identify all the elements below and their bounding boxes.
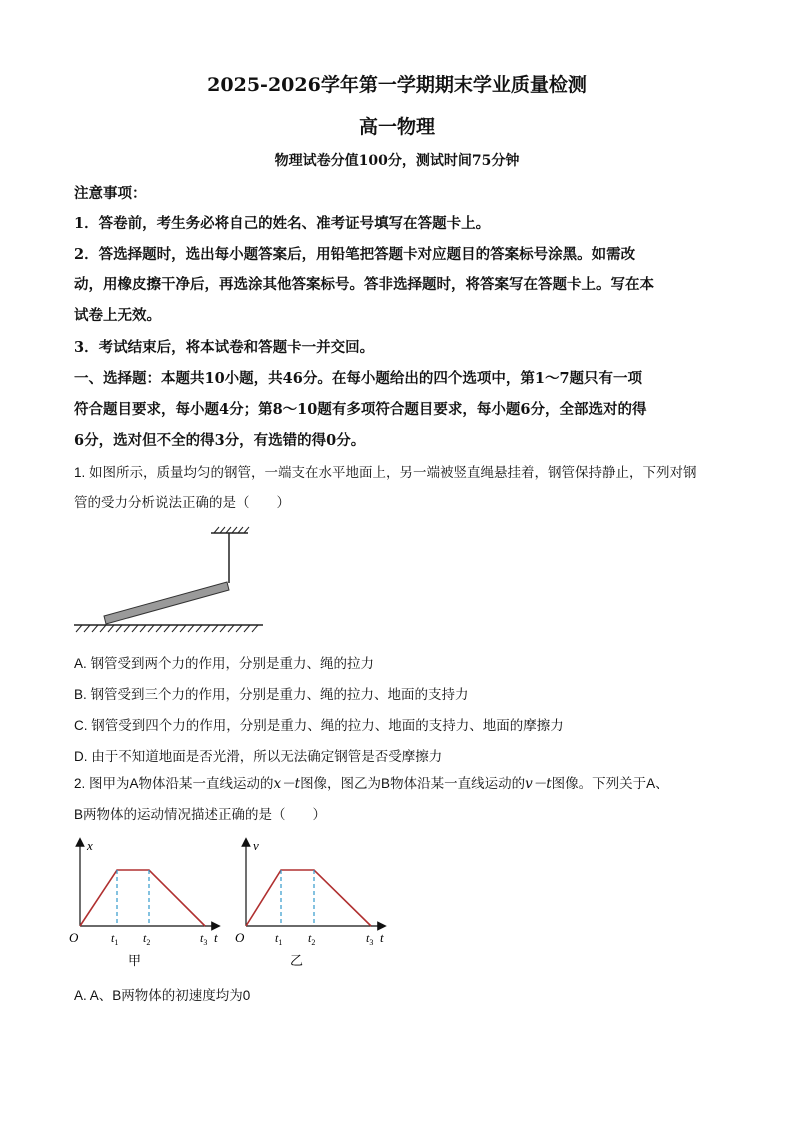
graph-yi-t2: $t_2$: [308, 931, 316, 947]
graph-jia-t1: $t_1$: [111, 931, 119, 947]
note-3: 3．考试结束后，将本试卷和答题卡一并交回。: [74, 339, 375, 356]
section1-line-1: 一、选择题：本题共10小题，共46分。在每小题给出的四个选项中，第1～7题只有一项: [74, 370, 643, 387]
q2-stem-pre: 2. 图甲为A物体沿某一直线运动的: [74, 776, 274, 791]
graph-jia-origin: O: [69, 930, 79, 945]
q1-stem-line-1: 1. 如图所示，质量均匀的钢管，一端支在水平地面上，另一端被竖直绳悬挂着，钢管保持静止，下列对钢: [74, 465, 697, 480]
graph-jia-t2: $t_2$: [143, 931, 151, 947]
notes-heading: 注意事项：: [74, 185, 147, 202]
q1-pipe-figure: [70, 524, 270, 636]
graph-jia-xlabel: t: [214, 930, 218, 945]
q2-stem-post: 图像。下列关于A、: [551, 776, 669, 791]
q2-stem-line-2: B两物体的运动情况描述正确的是（ ）: [74, 807, 327, 822]
note-2-line-2: 动，用橡皮擦干净后，再选涂其他答案标号。答非选择题时，将答案写在答题卡上。写在本: [74, 276, 654, 293]
graph-yi-ylabel: v: [253, 838, 259, 853]
q2-formula-vt: v－t: [525, 776, 552, 792]
graph-jia-t3: $t_3$: [200, 931, 208, 947]
q1-option-d: D. 由于不知道地面是否光滑，所以无法确定钢管是否受摩擦力: [74, 749, 443, 764]
q2-formula-xt: x－t: [273, 776, 301, 792]
graph-yi-xlabel: t: [380, 930, 384, 945]
graph-yi-t1: $t_1$: [275, 931, 283, 947]
graph-yi-t3: $t_3$: [366, 931, 374, 947]
section1-line-2: 符合题目要求，每小题4分；第8～10题有多项符合题目要求，每小题6分，全部选对的得: [74, 401, 647, 418]
graph-jia-line: [80, 870, 205, 926]
q1-option-c: C. 钢管受到四个力的作用，分别是重力、绳的拉力、地面的支持力、地面的摩擦力: [74, 718, 564, 733]
subject-title: 高一物理: [358, 116, 435, 138]
q1-option-b: B. 钢管受到三个力的作用，分别是重力、绳的拉力、地面的支持力: [74, 687, 469, 702]
exam-title: 2025-2026学年第一学期期末学业质量检测: [207, 74, 587, 96]
graph-jia-ylabel: x: [87, 838, 93, 853]
note-2-line-1: 2．答选择题时，选出每小题答案后，用铅笔把答题卡对应题目的答案标号涂黑。如需改: [74, 246, 636, 263]
q1-option-a: A. 钢管受到两个力的作用，分别是重力、绳的拉力: [74, 656, 375, 671]
graph-yi-line: [246, 870, 371, 926]
note-1: 1．答卷前，考生务必将自己的姓名、准考证号填写在答题卡上。: [74, 215, 491, 232]
graph-yi-origin: O: [235, 930, 245, 945]
graph-jia-caption: 甲: [128, 953, 142, 968]
q2-option-a: A. A、B两物体的初速度均为0: [74, 988, 251, 1003]
section1-line-3: 6分，选对但不全的得3分，有选错的得0分。: [74, 432, 366, 449]
q2-graph-yi: [232, 836, 392, 971]
q2-graph-jia: [66, 836, 226, 971]
q2-stem-line-1: [74, 769, 734, 799]
q1-stem-line-2: 管的受力分析说法正确的是（ ）: [74, 495, 290, 510]
graph-yi-caption: 乙: [290, 953, 304, 968]
exam-info: 物理试卷分值100分，测试时间75分钟: [274, 153, 520, 169]
note-2-line-3: 试卷上无效。: [74, 307, 161, 324]
q2-stem-mid: 图像，图乙为B物体沿某一直线运动的: [300, 776, 526, 791]
